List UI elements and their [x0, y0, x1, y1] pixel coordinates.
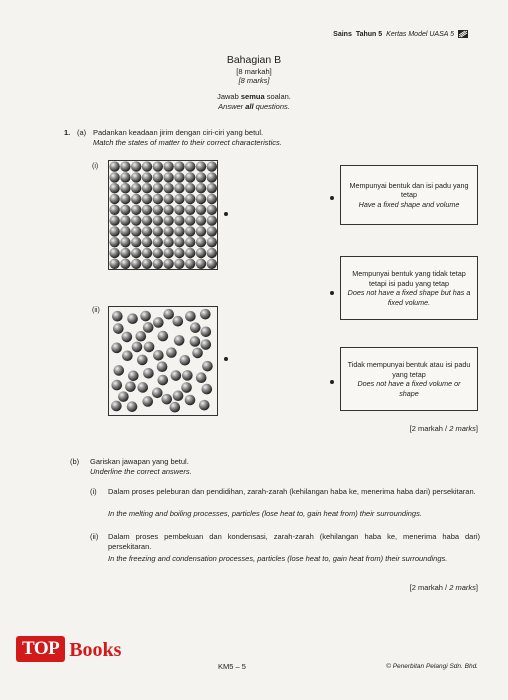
part-b-i-label: (i) — [90, 487, 97, 496]
particle — [201, 326, 212, 337]
particle — [111, 343, 122, 354]
particle — [120, 248, 130, 258]
particle — [131, 215, 141, 225]
particle — [112, 311, 123, 322]
particle — [174, 215, 184, 225]
particle — [153, 350, 164, 361]
particle — [153, 194, 163, 204]
particle — [120, 194, 130, 204]
particle — [142, 259, 152, 269]
instruction-bm: Jawab semua soalan. — [217, 92, 291, 101]
particle — [109, 226, 119, 236]
particle — [182, 370, 193, 381]
particle — [153, 183, 163, 193]
particle — [152, 388, 163, 399]
particle — [163, 248, 173, 258]
particle — [144, 342, 155, 353]
particle — [163, 205, 173, 215]
particle — [153, 172, 163, 182]
section-marks-en: [8 marks] — [238, 76, 270, 85]
particle — [207, 205, 217, 215]
particle — [142, 183, 152, 193]
topbooks-watermark: TOP Books — [16, 636, 121, 662]
particle — [174, 194, 184, 204]
particle — [111, 380, 122, 391]
particle — [174, 172, 184, 182]
particle — [120, 183, 130, 193]
particle — [142, 194, 152, 204]
particle — [109, 161, 119, 171]
particle — [137, 355, 148, 366]
particle — [163, 215, 173, 225]
particle — [174, 161, 184, 171]
particle — [185, 172, 195, 182]
particle — [136, 331, 147, 342]
particle — [157, 361, 168, 372]
figure-2-label: (ii) — [92, 307, 100, 314]
part-b-ii-label: (ii) — [90, 532, 99, 541]
particle — [196, 248, 206, 258]
particle — [113, 365, 124, 376]
particle — [196, 205, 206, 215]
particle — [207, 194, 217, 204]
particle — [140, 311, 151, 322]
particle — [185, 194, 195, 204]
particle — [163, 309, 174, 320]
figure-1-label: (i) — [92, 163, 99, 170]
match-dot-box-2[interactable] — [330, 291, 334, 295]
part-b-ii-text-en: In the freezing and condensation processes, particles (lose heat to, gain heat from) their surroundings. — [108, 554, 448, 563]
particle — [174, 335, 185, 346]
particle — [174, 237, 184, 247]
match-dot-figure-2[interactable] — [224, 357, 228, 361]
particle — [196, 215, 206, 225]
particle — [109, 237, 119, 247]
publisher-credit: © Penerbitan Pelangi Sdn. Bhd. — [386, 663, 478, 670]
particle — [120, 205, 130, 215]
particle — [190, 322, 201, 333]
part-b-text-bm: Gariskan jawapan yang betul. — [90, 457, 189, 466]
particle — [157, 375, 168, 386]
particle — [180, 355, 191, 366]
match-dot-box-1[interactable] — [330, 196, 334, 200]
particle — [202, 361, 213, 372]
particle — [161, 394, 172, 405]
particle — [128, 371, 139, 382]
particle — [131, 183, 141, 193]
particle — [142, 248, 152, 258]
particle — [174, 248, 184, 258]
answer-box-3: Tidak mempunyai bentuk atau isi padu yang tetap Does not have a fixed volume or shape — [340, 347, 478, 411]
particle — [131, 237, 141, 247]
particle — [185, 183, 195, 193]
particle — [131, 161, 141, 171]
instruction-en: Answer all questions. — [218, 102, 290, 111]
part-a-marks: [2 markah / 2 marks] — [409, 424, 478, 433]
particle — [207, 183, 217, 193]
particle — [109, 172, 119, 182]
particle — [153, 259, 163, 269]
particle — [196, 372, 207, 383]
particle — [170, 402, 181, 413]
particle — [163, 237, 173, 247]
particle — [207, 248, 217, 258]
section-marks-bm: [8 markah] — [236, 67, 272, 76]
particle — [127, 313, 138, 324]
particle — [163, 161, 173, 171]
particle — [153, 215, 163, 225]
particle — [185, 259, 195, 269]
particle — [118, 391, 129, 402]
particle — [174, 183, 184, 193]
part-b-label: (b) — [70, 457, 80, 466]
part-b-ii-text-bm: Dalam proses pembekuan dan kondensasi, zarah-zarah (kehilangan haba ke, menerima haba dari) persekitaran. — [108, 532, 480, 551]
particle — [131, 172, 141, 182]
header-year: Tahun 5 — [355, 30, 383, 38]
particle — [174, 259, 184, 269]
particle — [196, 194, 206, 204]
particle — [131, 226, 141, 236]
particle — [174, 226, 184, 236]
particle — [163, 172, 173, 182]
particle — [196, 172, 206, 182]
particle — [185, 395, 196, 406]
particle — [207, 259, 217, 269]
particle — [172, 316, 183, 327]
particle — [200, 309, 211, 320]
particle — [109, 183, 119, 193]
particle — [137, 382, 148, 393]
page-number: KM5 – 5 — [218, 662, 246, 671]
particle — [153, 237, 163, 247]
particle — [142, 172, 152, 182]
particle — [113, 323, 124, 334]
particle — [199, 400, 210, 411]
particle — [109, 194, 119, 204]
particle — [125, 381, 136, 392]
particle — [202, 384, 213, 395]
page-header — [333, 30, 468, 38]
particle — [120, 226, 130, 236]
particle — [109, 215, 119, 225]
part-b-i-text-en: In the melting and boiling processes, particles (lose heat to, gain heat from) their surroundings. — [108, 509, 422, 518]
particle — [153, 226, 163, 236]
particle — [142, 161, 152, 171]
particle — [109, 259, 119, 269]
particle — [131, 194, 141, 204]
particle — [173, 390, 184, 401]
particle — [163, 226, 173, 236]
particle — [142, 215, 152, 225]
particle — [185, 226, 195, 236]
answer-box-1: Mempunyai bentuk dan isi padu yang tetap Have a fixed shape and volume — [340, 165, 478, 225]
question-number: 1. — [64, 128, 71, 137]
particle — [190, 336, 201, 347]
particle — [185, 248, 195, 258]
liquid-particles-diagram — [109, 307, 217, 415]
particle — [122, 350, 133, 361]
particle — [174, 205, 184, 215]
answer-box-2: Mempunyai bentuk yang tidak tetap tetapi isi padu yang tetap Does not have a fixed shape but has a fixed volume. — [340, 256, 478, 320]
header-subject: Sains — [333, 30, 352, 38]
particle — [192, 348, 203, 359]
particle — [207, 161, 217, 171]
particle — [153, 205, 163, 215]
liquid-particles-figure — [108, 306, 218, 416]
particle — [185, 161, 195, 171]
particle — [200, 339, 211, 350]
particle — [171, 370, 182, 381]
particle — [196, 259, 206, 269]
particle — [196, 183, 206, 193]
particle — [120, 172, 130, 182]
particle — [142, 205, 152, 215]
particle — [207, 172, 217, 182]
particle — [163, 183, 173, 193]
section-title: Bahagian B — [226, 54, 282, 66]
particle — [196, 161, 206, 171]
particle — [153, 161, 163, 171]
part-b-marks: [2 markah / 2 marks] — [409, 583, 478, 592]
match-dot-figure-1[interactable] — [224, 212, 228, 216]
solid-particles-figure — [108, 160, 218, 270]
particle — [143, 368, 154, 379]
particle — [142, 396, 153, 407]
part-a-text-en: Match the states of matter to their correct characteristics. — [93, 138, 282, 147]
particle — [143, 322, 154, 333]
particle — [207, 215, 217, 225]
particle — [109, 248, 119, 258]
particle — [181, 382, 192, 393]
publisher-logo-icon — [458, 30, 468, 38]
particle — [120, 215, 130, 225]
particle — [131, 259, 141, 269]
particle — [120, 259, 130, 269]
part-a-label: (a) — [77, 128, 87, 137]
header-paper: Kertas Model UASA 5 — [386, 30, 454, 38]
particle — [131, 205, 141, 215]
particle — [153, 317, 164, 328]
part-b-text-en: Underline the correct answers. — [90, 467, 192, 476]
part-a-text-bm: Padankan keadaan jirim dengan ciri-ciri yang betul. — [93, 128, 264, 137]
particle — [163, 259, 173, 269]
particle — [185, 215, 195, 225]
particle — [132, 342, 143, 353]
particle — [196, 226, 206, 236]
particle — [131, 248, 141, 258]
particle — [185, 311, 196, 322]
particle — [207, 237, 217, 247]
particle — [207, 226, 217, 236]
part-b-i-text-bm: Dalam proses peleburan dan pendidihan, zarah-zarah (kehilangan haba ke, menerima haba dari) persekitaran. — [108, 487, 476, 496]
particle — [158, 331, 169, 342]
particle — [142, 237, 152, 247]
match-dot-box-3[interactable] — [330, 380, 334, 384]
particle — [120, 161, 130, 171]
particle — [109, 205, 119, 215]
particle — [127, 401, 138, 412]
particle — [120, 237, 130, 247]
particle — [185, 237, 195, 247]
particle — [153, 248, 163, 258]
solid-particles-diagram — [109, 161, 217, 269]
particle — [196, 237, 206, 247]
particle — [122, 332, 133, 343]
particle — [111, 401, 122, 412]
particle — [185, 205, 195, 215]
particle — [163, 194, 173, 204]
particle — [166, 347, 177, 358]
particle — [142, 226, 152, 236]
